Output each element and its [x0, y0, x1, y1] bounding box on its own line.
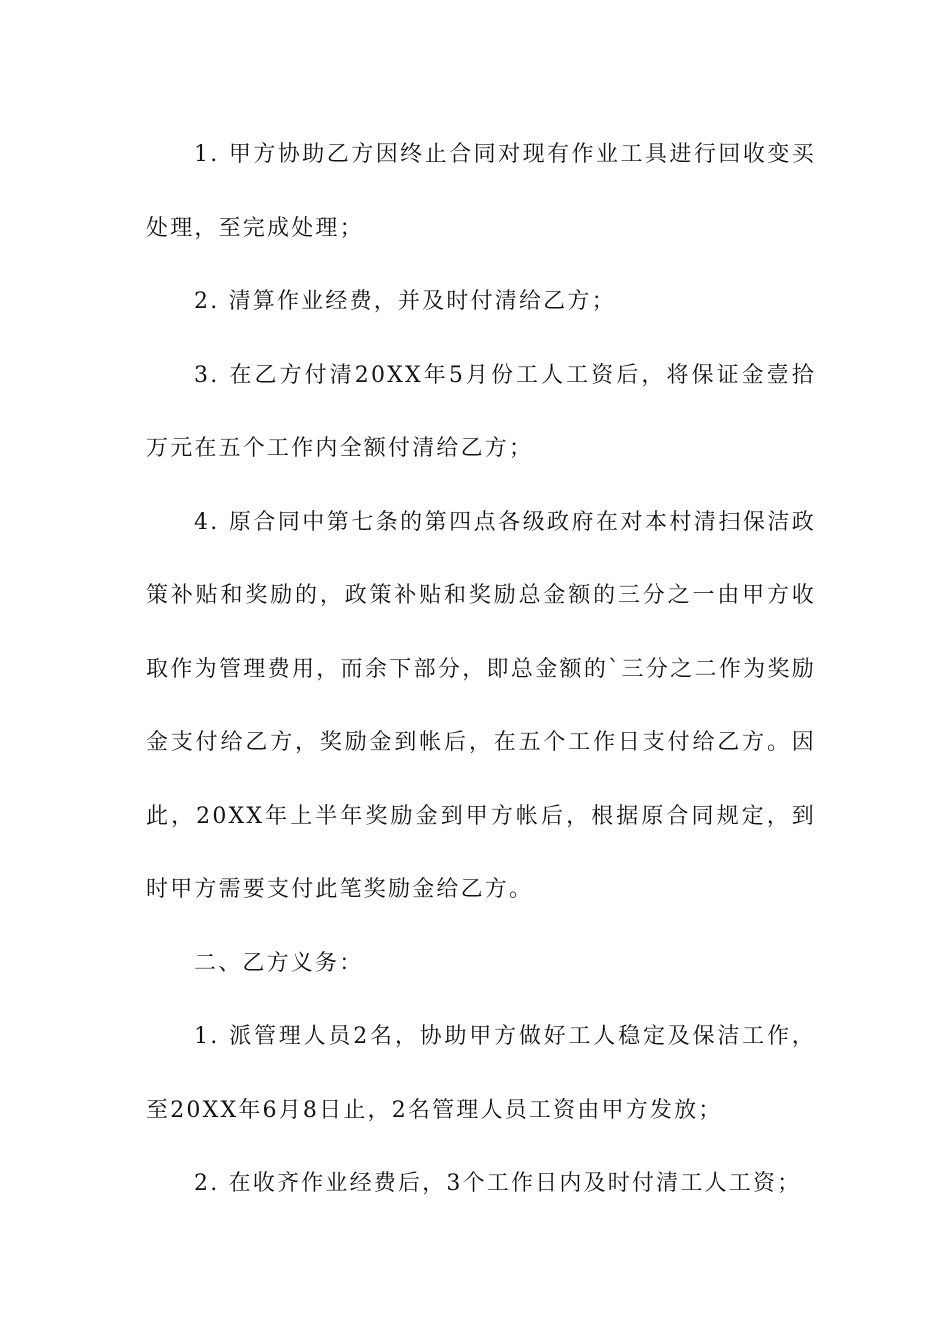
- paragraph-obligation-1: 1. 甲方协助乙方因终止合同对现有作业工具进行回收变买处理，至完成处理；: [146, 142, 816, 241]
- paragraph-obligation-4: 4. 原合同中第七条的第四点各级政府在对本村清扫保洁政策补贴和奖励的，政策补贴和奖励总金额的三分之一由甲方收取作为管理费用，而余下部分，即总金额的`三分之二作为奖励金支付给乙方，奖励金到帐后，在五个工作日支付给乙方。因此，20XX年上半年奖励金到甲方帐后，根据原合同规定，到时甲方需要支付此笔奖励金给乙方。: [146, 509, 816, 902]
- section-heading-party-b: 二、乙方义务：: [194, 950, 364, 976]
- paragraph-party-b-2: 2. 在收齐作业经费后，3个工作日内及时付清工人工资；: [194, 1171, 802, 1196]
- paragraph-party-b-1: 1. 派管理人员2名，协助甲方做好工人稳定及保洁工作，至20XX年6月8日止，2名管理人员工资由甲方发放；: [146, 1024, 816, 1123]
- document-body: [146, 118, 816, 1221]
- paragraph-obligation-3: 3. 在乙方付清20XX年5月份工人工资后，将保证金壹拾万元在五个工作内全额付清给乙方；: [146, 362, 816, 461]
- paragraph-obligation-2: 2. 清算作业经费，并及时付清给乙方；: [194, 289, 616, 314]
